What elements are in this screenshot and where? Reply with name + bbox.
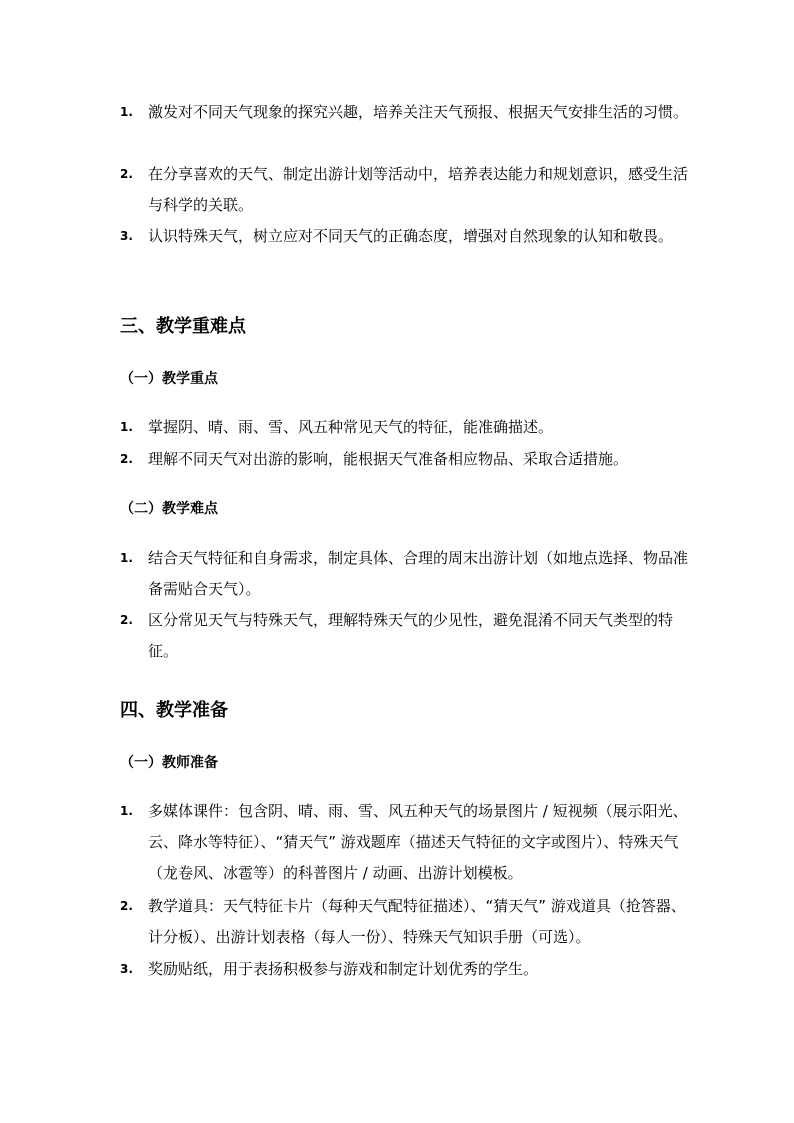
list-number: 1. — [120, 804, 133, 818]
section-heading: 三、教学重难点 — [120, 316, 246, 337]
list-text: 多媒体课件：包含阴、晴、雨、雪、风五种天气的场景图片 / 短视频（展示阳光、云、降水等特征）、“猜天气” 游戏题库（描述天气特征的文字或图片）、特殊天气（龙卷风、冰雹等）的科普图片 / 动画、出游计划模板。 — [148, 802, 688, 882]
list-text: 在分享喜欢的天气、制定出游计划等活动中，培养表达能力和规划意识，感受生活与科学的关联。 — [148, 165, 689, 214]
list-number: 2. — [120, 452, 133, 466]
subsection-heading: （二）教学难点 — [120, 501, 218, 517]
list-number: 2. — [120, 167, 133, 181]
list-text: 奖励贴纸，用于表扬积极参与游戏和制定计划优秀的学生。 — [148, 960, 539, 978]
list-text: 理解不同天气对出游的影响，能根据天气准备相应物品、采取合适措施。 — [148, 450, 629, 468]
subsection-heading: （一）教学重点 — [120, 371, 218, 387]
list-number: 1. — [120, 551, 133, 565]
list-number: 3. — [120, 229, 133, 243]
list-text: 激发对不同天气现象的探究兴趣，培养关注天气预报、根据天气安排生活的习惯。 — [148, 103, 689, 121]
list-text: 教学道具：天气特征卡片（每种天气配特征描述）、“猜天气” 游戏道具（抢答器、计分板）、出游计划表格（每人一份）、特殊天气知识手册（可选）。 — [148, 897, 686, 946]
list-text: 区分常见天气与特殊天气，理解特殊天气的少见性，避免混淆不同天气类型的特征。 — [148, 611, 674, 660]
list-number: 2. — [120, 613, 133, 627]
list-text: 认识特殊天气，树立应对不同天气的正确态度，增强对自然现象的认知和敬畏。 — [148, 227, 674, 245]
list-number: 1. — [120, 420, 133, 434]
list-number: 2. — [120, 899, 133, 913]
subsection-heading: （一）教师准备 — [120, 755, 218, 771]
list-text: 结合天气特征和自身需求，制定具体、合理的周末出游计划（如地点选择、物品准备需贴合天气）。 — [148, 549, 689, 598]
list-number: 1. — [120, 105, 133, 119]
list-number: 3. — [120, 962, 133, 976]
section-heading: 四、教学准备 — [120, 700, 228, 721]
list-text: 掌握阴、晴、雨、雪、风五种常见天气的特征，能准确描述。 — [148, 418, 554, 436]
